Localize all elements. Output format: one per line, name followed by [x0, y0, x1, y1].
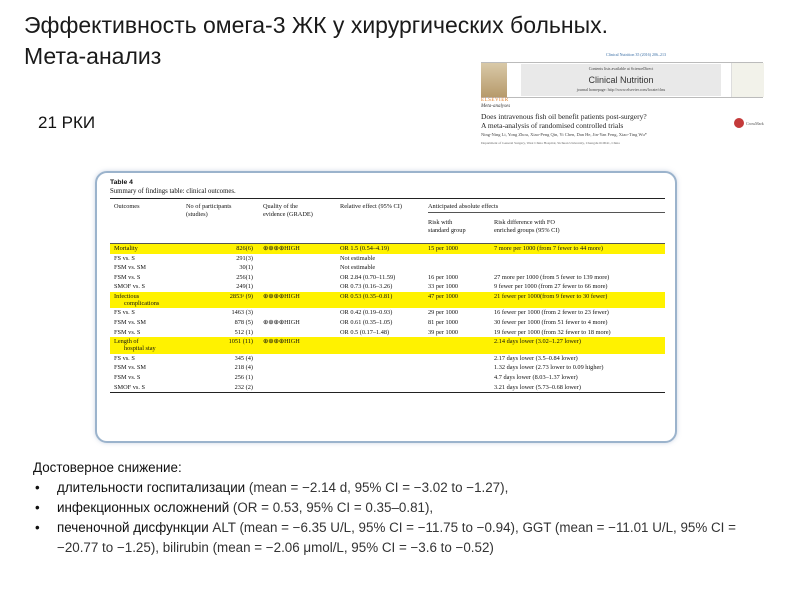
table-subtitle: Summary of findings table: clinical outcomes.: [110, 188, 236, 195]
journal-banner: [521, 64, 721, 96]
findings-table-panel: [95, 171, 677, 443]
cell-outcome: FS vs. S: [114, 309, 135, 317]
cell-risk-standard: 39 per 1000: [428, 328, 459, 336]
table-row: [110, 354, 665, 364]
table-row: [110, 292, 665, 309]
findings-list: [33, 478, 773, 558]
cell-risk-difference: 1.32 days lower (2.73 lower to 0.09 higher): [494, 364, 604, 372]
cell-outcome: SMOF vs. S: [114, 283, 145, 291]
cell-risk-standard: 81 per 1000: [428, 319, 459, 327]
cell-quality: ⊕⊕⊕⊕HIGH: [263, 319, 300, 327]
table-row: [110, 383, 665, 393]
cell-risk-difference: 21 fewer per 1000(from 9 fewer to 30 fewer): [494, 292, 608, 300]
header-risk-std-1: Risk with: [428, 219, 453, 226]
header-risk-fo-1: Risk difference with FO: [494, 219, 555, 226]
article-type: Meta-analyses: [481, 104, 511, 109]
cell-outcome: FSM vs. S: [114, 373, 141, 381]
cell-participants: 878 (5): [234, 319, 253, 327]
table-row: [110, 273, 665, 283]
cell-quality: ⊕⊕⊕⊕HIGH: [263, 292, 300, 300]
contents-line: Contents lists available at ScienceDirect: [588, 66, 654, 71]
header-relative: Relative effect (95% CI): [340, 203, 402, 210]
header-sub-rule: [428, 212, 665, 213]
summary-of-findings-table: [110, 198, 665, 393]
table-row: [110, 337, 665, 354]
header-outcomes: Outcomes: [114, 203, 140, 210]
cell-participants: 291(3): [236, 254, 253, 262]
cell-participants: 1051 (11): [228, 338, 253, 346]
cell-risk-difference: 30 fewer per 1000 (from 51 fewer to 4 more): [494, 319, 608, 327]
header-anticipated: Anticipated absolute effects: [428, 203, 499, 210]
cell-participants: 232 (2): [234, 383, 253, 391]
cell-risk-difference: 9 fewer per 1000 (from 27 fewer to 66 more): [494, 283, 608, 291]
finding-item-liver: [33, 518, 773, 558]
cell-outcome: Length of: [114, 338, 139, 346]
header-risk-fo-2: enriched groups (95% CI): [494, 227, 560, 234]
table-row: [110, 363, 665, 373]
cell-outcome: FSM vs. SM: [114, 319, 147, 327]
table-row: [110, 263, 665, 273]
header-risk-std-2: standard group: [428, 227, 466, 234]
finding-item-infections: [33, 498, 773, 518]
cell-participants: 249(1): [236, 283, 253, 291]
cell-risk-standard: 47 per 1000: [428, 292, 459, 300]
cell-relative-effect: OR 2.84 (0.70–11.59): [340, 273, 396, 281]
article-title: [481, 112, 721, 130]
cell-risk-difference: 3.21 days lower (5.73–0.68 lower): [494, 383, 581, 391]
cell-participants: 826(6): [236, 245, 253, 252]
cell-participants: 256(1): [236, 273, 253, 281]
slide-title-line-1: Эффективность омега-3 ЖК у хирургических больных.: [24, 12, 609, 38]
finding-detail: ALT (mean = −6.35 U/L, 95% CI = −11.75 to −0.94), GGT (mean = −11.01 U/L, 95% CI = −20.77 to −1.25), bilirubin (mean = −2.06 μmol/L, 95% CI = −3.6 to −0.52): [57, 520, 736, 555]
cell-risk-standard: 33 per 1000: [428, 283, 459, 291]
cell-relative-effect: OR 0.73 (0.16–3.26): [340, 283, 393, 291]
rct-count-label: 21 РКИ: [38, 113, 96, 132]
header-quality-1: Quality of the: [263, 203, 298, 210]
header-participants-2: (studies): [186, 211, 208, 218]
table-row: [110, 308, 665, 318]
table-header: [110, 199, 665, 243]
crossmark-icon: [734, 118, 744, 128]
cell-risk-standard: 16 per 1000: [428, 273, 459, 281]
cell-risk-difference: 7 more per 1000 (from 7 fewer to 44 more): [494, 245, 603, 252]
cell-outcome: FSM vs. SM: [114, 264, 147, 272]
cell-participants: 256 (1): [234, 373, 253, 381]
crossmark-label: CrossMark: [746, 121, 764, 126]
cell-outcome: FS vs. S: [114, 254, 135, 262]
cell-relative-effect: OR 0.5 (0.17–1.48): [340, 328, 390, 336]
slide-title-line-2: Мета-анализ: [24, 43, 162, 69]
journal-band: [481, 62, 763, 103]
findings-heading: Достоверное снижение:: [33, 460, 182, 475]
cell-participants: 2853ᵃ (9): [229, 292, 253, 300]
bullet-icon: •: [35, 520, 40, 535]
cell-participants: 345 (4): [234, 354, 253, 362]
cell-relative-effect: Not estimable: [340, 254, 376, 262]
cell-risk-difference: 19 fewer per 1000 (from 32 fewer to 18 more): [494, 328, 611, 336]
table-body: [110, 244, 665, 393]
cell-outcome: Mortality: [114, 245, 138, 252]
bullet-icon: •: [35, 480, 40, 495]
cell-relative-effect: OR 1.5 (0.54–4.19): [340, 245, 390, 252]
finding-detail: (mean = −2.14 d, 95% CI = −3.02 to −1.27),: [245, 480, 509, 495]
table-row: [110, 282, 665, 292]
publisher-name: ELSEVIER: [481, 98, 509, 103]
finding-bold: печеночной дисфункции: [57, 520, 209, 535]
article-authors: Ning-Ning Li, Yong Zhou, Xiao-Peng Qin, Yi Chen, Dan He, Jin-Yan Feng, Xiao-Ting Wu*: [481, 132, 647, 137]
cell-outcome: Infectious: [114, 292, 140, 300]
finding-bold: длительности госпитализации: [57, 480, 246, 495]
cell-relative-effect: OR 0.53 (0.35–0.81): [340, 292, 393, 300]
finding-detail: (OR = 0.53, 95% CI = 0.35–0.81),: [229, 500, 434, 515]
cell-relative-effect: OR 0.61 (0.35–1.05): [340, 319, 393, 327]
cell-participants: 30(1): [239, 264, 253, 272]
cell-risk-difference: 2.14 days lower (3.02–1.27 lower): [494, 338, 581, 346]
journal-name: Clinical Nutrition: [588, 75, 654, 85]
cell-relative-effect: Not estimable: [340, 264, 376, 272]
cell-outcome: FSM vs. S: [114, 328, 141, 336]
bullet-icon: •: [35, 500, 40, 515]
elsevier-tree-logo: [481, 63, 507, 97]
header-participants-1: No of participants: [186, 203, 232, 210]
article-title-line-1: Does intravenous fish oil benefit patients post-surgery?: [481, 112, 647, 121]
cell-outcome: FSM vs. S: [114, 273, 141, 281]
finding-bold: инфекционных осложнений: [57, 500, 230, 515]
cell-outcome: FSM vs. SM: [114, 364, 147, 372]
table-number: Table 4: [110, 179, 133, 186]
cell-risk-standard: 29 per 1000: [428, 309, 459, 317]
cell-risk-difference: 2.17 days lower (3.5–0.84 lower): [494, 354, 578, 362]
cell-participants: 512 (1): [234, 328, 253, 336]
table-row: [110, 318, 665, 328]
cell-outcome-line-2: complications: [124, 299, 160, 307]
table-row: [110, 328, 665, 338]
table-row: [110, 373, 665, 383]
cell-participants: 218 (4): [234, 364, 253, 372]
cell-participants: 1463 (3): [231, 309, 253, 317]
journal-cover-image: [731, 63, 764, 97]
article-title-line-2: A meta-analysis of randomised controlled trials: [481, 121, 624, 130]
cell-outcome-line-2: hospital stay: [124, 345, 156, 353]
header-quality-2: evidence (GRADE): [263, 211, 313, 218]
findings-summary: [33, 458, 773, 558]
cell-outcome: SMOF vs. S: [114, 383, 145, 391]
table-bottom-rule: [110, 392, 665, 393]
journal-homepage: journal homepage: http://www.elsevier.com/locate/clnu: [576, 87, 666, 92]
cell-risk-standard: 15 per 1000: [428, 245, 459, 252]
cell-relative-effect: OR 0.42 (0.19–0.93): [340, 309, 393, 317]
article-header-thumbnail: [478, 52, 778, 162]
cell-quality: ⊕⊕⊕⊕HIGH: [263, 245, 300, 252]
cell-risk-difference: 16 fewer per 1000 (from 2 fewer to 23 fewer): [494, 309, 609, 317]
cell-quality: ⊕⊕⊕⊕HIGH: [263, 338, 300, 346]
table-row: [110, 254, 665, 264]
table-caption: [110, 178, 236, 196]
article-affiliation: Department of General Surgery, West China Hospital, Sichuan University, Chengdu 610041, China: [481, 141, 620, 145]
table-row: [110, 244, 665, 254]
finding-item-hospital-stay: [33, 478, 773, 498]
cell-outcome: FS vs. S: [114, 354, 135, 362]
article-citation: Clinical Nutrition 35 (2016) 206–213: [606, 52, 666, 57]
cell-risk-difference: 27 more per 1000 (from 5 fewer to 139 more): [494, 273, 610, 281]
cell-risk-difference: 4.7 days lower (8.03–1.37 lower): [494, 373, 578, 381]
